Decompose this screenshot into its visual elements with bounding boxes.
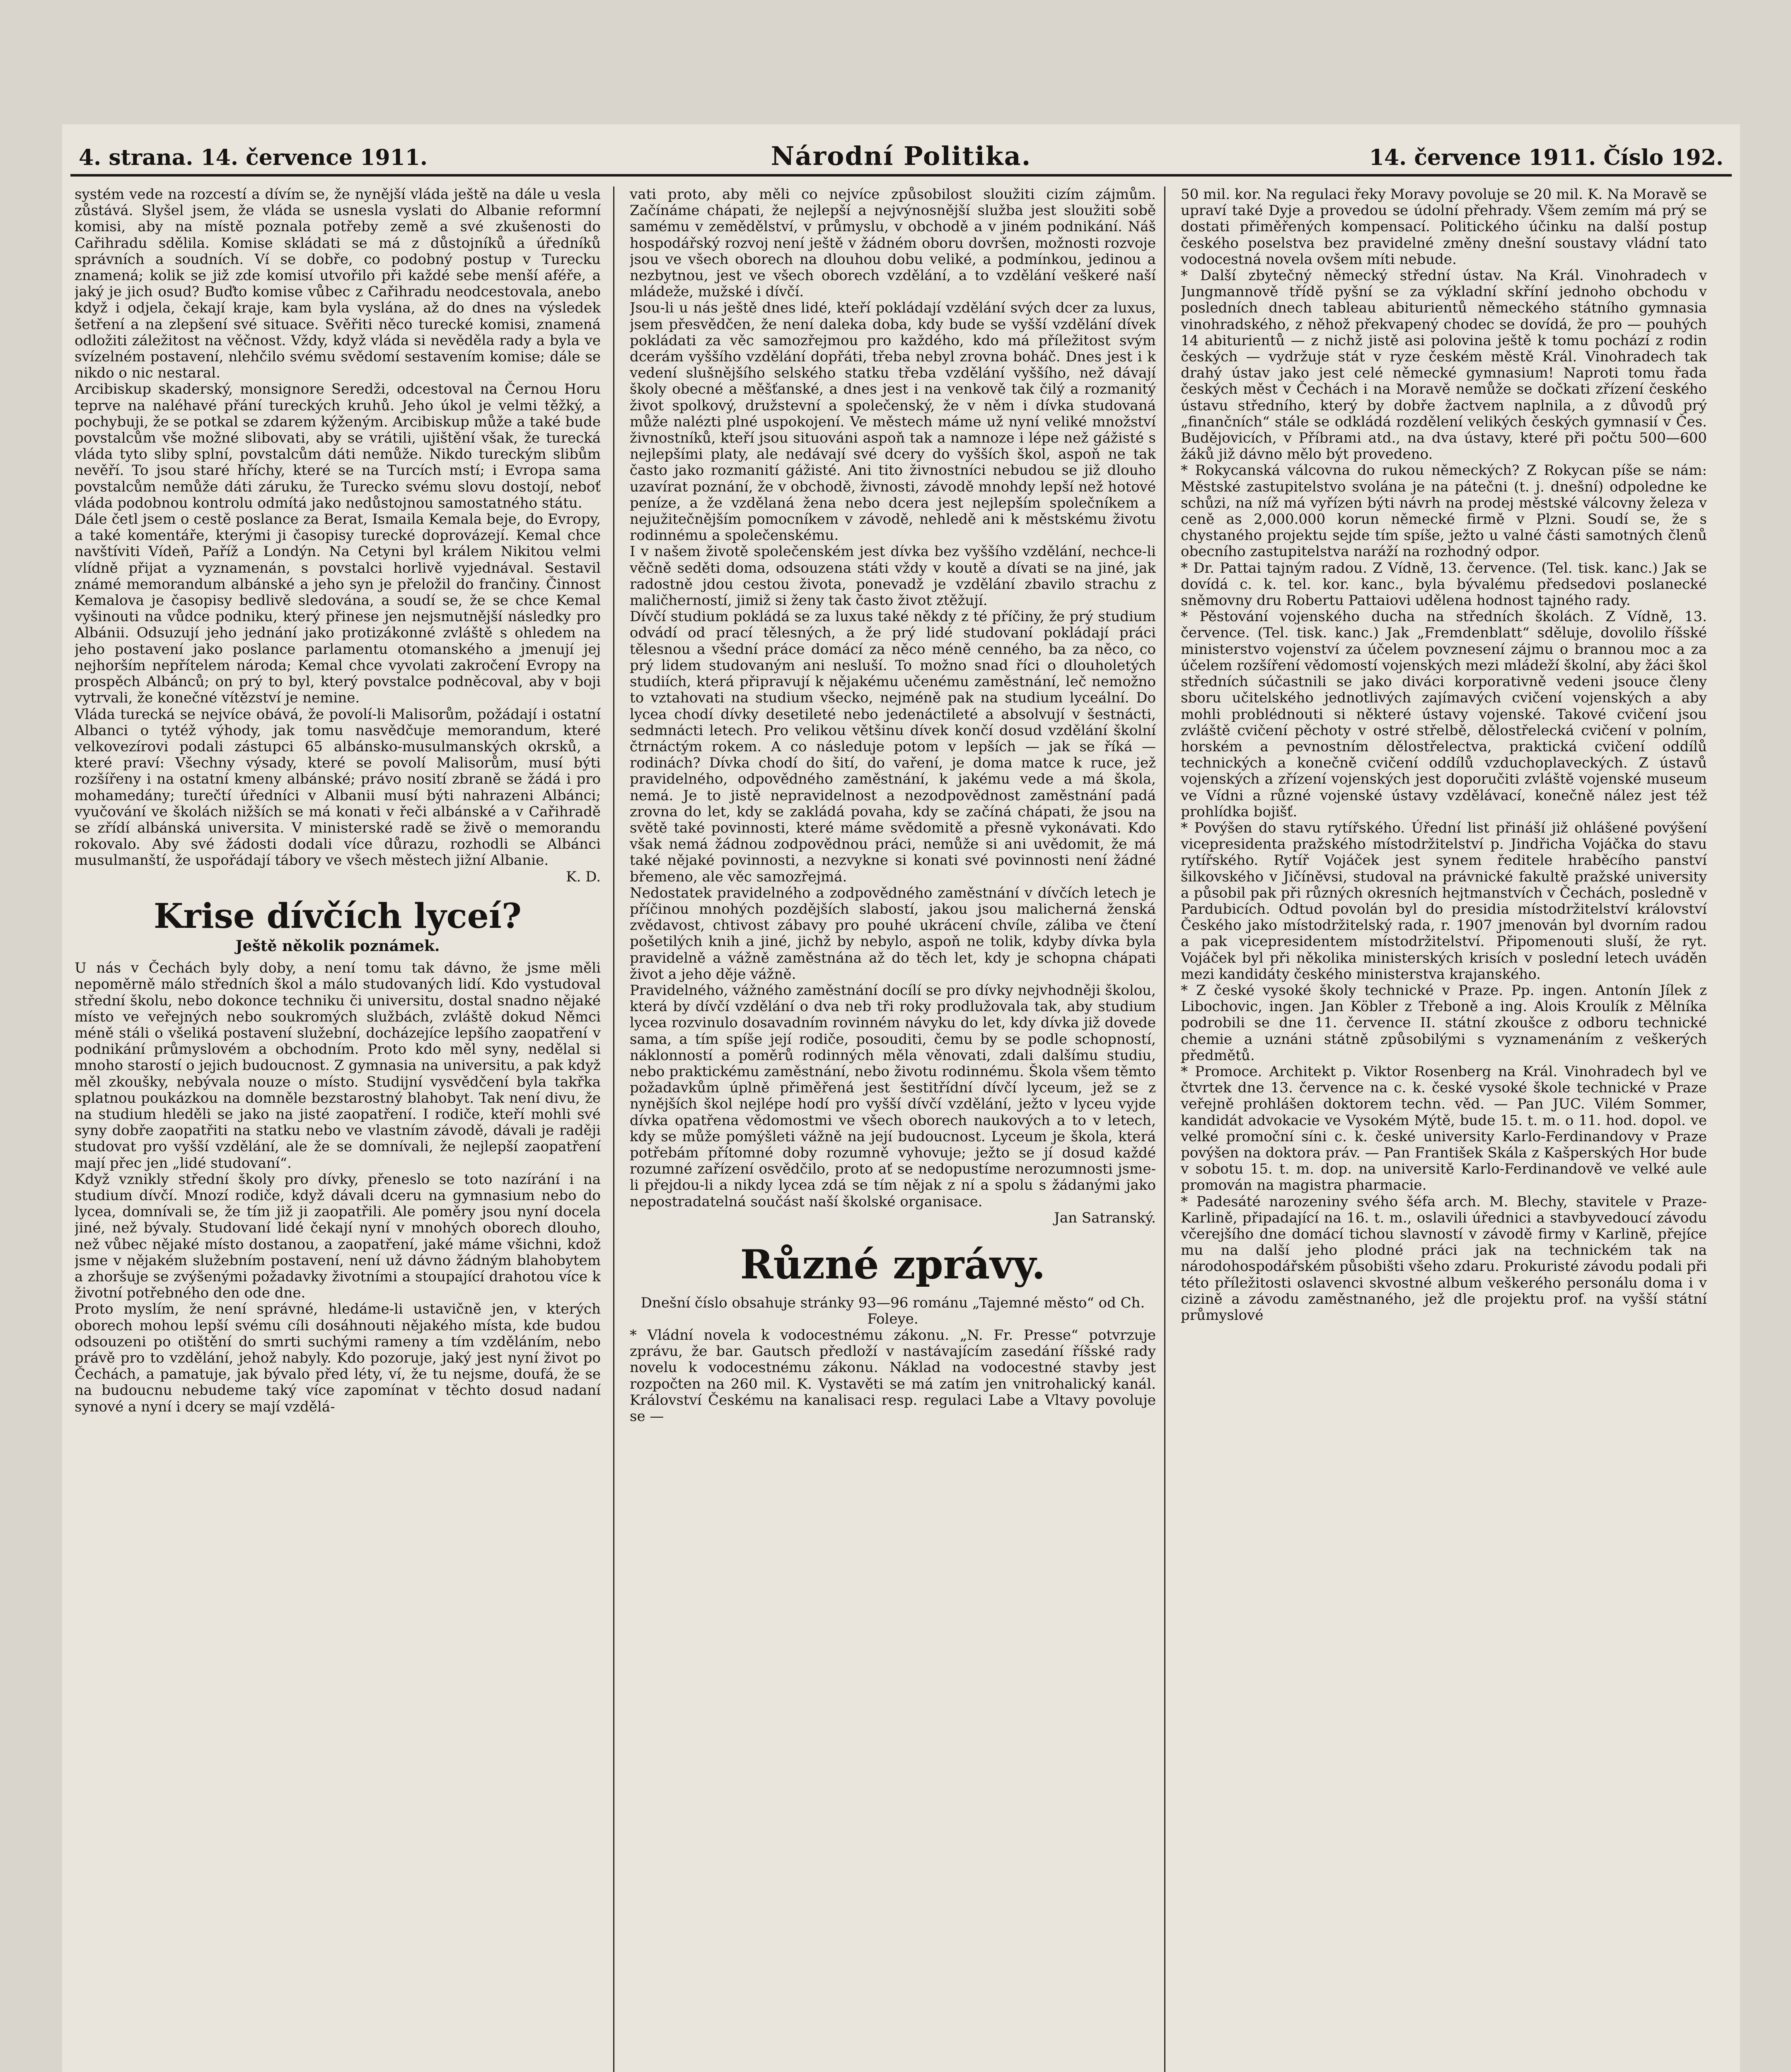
column-3 <box>1181 186 1707 2072</box>
article-title: Krise dívčích lyceí? <box>154 896 522 936</box>
article-paragraph: I v našem životě společenském jest dívka bez vyššího vzdělání, nechce-li věčně seděti doma, odsouzena státi vždy v koutě a dívati se na jiné, jak radostně jdou cestou života, ponevadž je vzdělání zbavilo strachu z maličherností, jimiž si ženy tak často život ztěžují. <box>630 543 1156 609</box>
masthead-title: Národní Politika. <box>771 141 1032 171</box>
news-item: * Dr. Pattai tajným radou. Z Vídně, 13. července. (Tel. tisk. kanc.) Jak se dovídá c. k. tel. kor. kanc., byla bývalému předsedovi poslanecké sněmovny dru Robertu Pattaiovi udělena hodnost tajného rady. <box>1181 559 1707 609</box>
column-1 <box>75 186 601 2072</box>
page-header <box>62 141 1740 178</box>
section-title: Různé zprávy. <box>740 1241 1046 1288</box>
newspaper-page <box>62 124 1740 2072</box>
news-item: * Vládní novela k vodocestnému zákonu. „N. Fr. Presse“ potvrzuje zprávu, že bar. Gautsch předloží v nastávajícím zasedání říšské rady novelu k vodocestnému zákonu. Náklad na vodocestné stavby jest rozpočten na 260 mil. K. Vystavěti se má zatím jen vnitrohalický kanál. Království Českému na kanalisaci resp. regulaci Labe a Vltavy povoluje se — <box>630 1327 1156 1425</box>
news-item: * Promoce. Architekt p. Viktor Rosenberg na Král. Vinohradech byl ve čtvrtek dne 13. července na c. k. české vysoké škole technické v Praze veřejně prohlášen doktorem techn. věd. — Pan JUC. Vilém Sommer, kandidát advokacie ve Vysokém Mýtě, bude 15. t. m. o 11. hod. dopol. ve velké promoční síni c. k. české university Karlo-Ferdinandovy v Praze povýšen na doktora práv. — Pan František Skála z Kašperských Hor bude v sobotu 15. t. m. dop. na universitě Karlo-Ferdinandově ve velké aule promován na magistra pharmacie. <box>1181 1063 1707 1194</box>
article-paragraph: Dívčí studium pokládá se za luxus také někdy z té příčiny, že prý studium odvádí od prací tělesných, a že prý lidé studovaní pokládají práci tělesnou a všední práce domácí za něco méně cenného, ba za něco, co prý lidem studovaným ani nesluší. To možno snad říci o dlouholetých studiích, která připravují k nějakému učenému zaměstnání, leč nemožno to vztahovati na studium všecko, nejméně pak na studium lyceální. Do lycea chodí dívky desetileté nebo jedenáctileté a absolvují v šestnácti, sedmnácti letech. Pro velikou většinu dívek končí dosud vzdělání školní čtrnáctým rokem. A co následuje potom v lepších — jak se říká — rodinách? Dívka chodí do šití, do vaření, je doma matce k ruce, jež pravidelného, odpovědného zaměstnání, k jakému vede a má škola, nemá. Je to jistě nepravidelnost a nezodpovědnost zaměstnání padá zrovna do let, kdy se zakládá povaha, kdy se začíná chápati, že jsou na světě také povinnosti, které máme svědomitě a přesně vykonávati. Kdo však nemá žádnou zodpovědnou práci, nemůže si ani uvědomit, že má také nějaké povinnosti, a nezvykne si konati své povinnosti není žádné břemeno, ale věc samozřejmá. <box>630 608 1156 885</box>
news-item: 50 mil. kor. Na regulaci řeky Moravy povoluje se 20 mil. K. Na Moravě se upraví také Dyje a provedou se údolní přehrady. Všem zemím má prý se dostati přiměřených kompensací. Politického účinku na další postup českého poselstva bez pravidelné změny dnešní soustavy vládní tato vodocestná novela ovšem míti nebude. <box>1181 186 1707 268</box>
news-item: * Z české vysoké školy technické v Praze. Pp. ingen. Antonín Jílek z Libochovic, ingen. Jan Köbler z Třeboně a ing. Alois Kroulík z Mělníka podrobili se dne 11. července II. státní zkoušce z odboru technické chemie a uznáni státně způsobilými s vyznamenáním z veškerých předmětů. <box>1181 982 1707 1064</box>
column-divider <box>613 186 614 2072</box>
article-paragraph: vati proto, aby měli co nejvíce způsobilost sloužiti cizím zájmům. Začínáme chápati, že nejlepší a nejvýnosnější služba jest sloužiti sobě samému v zemědělství, v průmyslu, v obchodě a v jiném podnikání. Náš hospodářský rozvoj není ještě v žádném oboru dovršen, možnosti rozvoje jsou ve všech oborech na dlouhou dobu veliké, a podmínkou, jedinou a nezbytnou, jest ve všech oborech vzdělání, a to vzdělání veškeré naší mládeže, mužské i dívčí. <box>630 186 1156 300</box>
news-item: * Pěstování vojenského ducha na středních školách. Z Vídně, 13. července. (Tel. tisk. kanc.) Jak „Fremdenblatt“ sděluje, dovolilo říšské ministerstvo vojenství za účelem povznesení zájmu o brannou moc a za účelem rozšíření vědomostí vojenských mezi mládeží školní, aby žáci škol středních súčastnili se jako diváci korporativně vedeni jsouce členy sboru učitelského jednotlivých zajímavých cvičení vojenských a aby mohli problédnouti si některé ústavy vojenské. Takové cvičení jsou zvláště cvičení pěchoty v ostré střelbě, dělostřelecká cvičení v polním, horském a pevnostním dělostřelectva, praktická cvičení oddílů technických a konečně cvičení oddílů vzduchoplaveckých. Z ústavů vojenských a zřízení vojenských jest doporučiti zvláště vojenské museum ve Vídni a různé vojenské ústavy vzdělávací, konečně nález jest též prohlídka bojišť. <box>1181 608 1707 820</box>
article-subtitle: Ještě několik poznámek. <box>235 937 440 955</box>
article-paragraph: Jsou-li u nás ještě dnes lidé, kteří pokládají vzdělání svých dcer za luxus, jsem přesvědčen, že není daleka doba, kdy bude se vyšší vzdělání dívek pokládati za věc samozřejmou pro každého, kdo má příležitost svým dcerám vyššího vzdělání dopřáti, třeba nebyl zrovna boháč. Dnes jest i k vedení slušnějšího selského statku třeba vzdělání vyššího, než dávají školy obecné a měšťanské, a dnes jest i na venkově tak čilý a rozmanitý život spolkový, družstevní a společenský, že v něm i dívka studovaná může nalézti plné uspokojení. Ve městech máme už nyní veliké množství živnostníků, kteří jsou situováni aspoň tak a namnoze i lépe než gážisté s nejlepšími platy, ale nedávají své dcery do vyšších škol, aspoň ne tak často jako rozmanití gážisté. Ani tito živnostníci nebudou se již dlouho uzavírat poznání, že v obchodě, živnosti, závodě mnohdy lepší než hotové peníze, a že vzdělaná žena nebo dcera jest nejlepším společníkem a nejužitečnějším pomocníkem v závodě, nehledě ani k městskému životu rodinnému a společenskému. <box>630 300 1156 544</box>
article-paragraph: systém vede na rozcestí a dívím se, že nynější vláda ještě na dále u vesla zůstává. Slyšel jsem, že vláda se usnesla vyslati do Albanie reformní komisi, aby na místě poznala potřeby země a své zkušenosti do Cařihradu sdělila. Komise skládati se má z důstojníků a úředníků správních a soudních. Ví se dobře, co podobný postup v Turecku znamená; kolik se již zde komisí utvořilo při každé sebe menší aféře, a jaký je jich osud? Buďto komise vůbec z Cařihradu neodcestovala, anebo když i odjela, čekají kraje, kam byla vyslána, až do dnes na výsledek šetření a na zlepšení své situace. Svěřiti něco turecké komisi, znamená odložiti záležitost na věčnost. Vždy, když vláda si nevěděla rady a byla ve svízelném postavení, nlehčilo svému svědomí sestavením komise; dále se nikdo o nic nestaral. <box>75 186 601 382</box>
article-paragraph: Vláda turecká se nejvíce obává, že povolí-li Malisorům, požádají i ostatní Albanci o tytéž výhody, jak tomu nasvědčuje memorandum, které velkovezírovi podali zástupci 65 albánsko-musulmanských okrsků, a které praví: Všechny výsady, které se povolí Malisorům, musí býti rozšířeny i na ostatní kmeny albánské; právo nosití zbraně se žádá i pro mohamedány; turečtí úředníci v Albanii musí býti nahrazeni Albánci; vyučování ve školách nižších se má konati v řeči albánské a v Cařihradě se zřídí albánská universita. V ministerské radě se živě o memorandu rokovalo. Aby své žádosti dodali více důrazu, rozhodli se Albánci musulmanští, že uspořádají tábory ve všech městech jižní Albanie. <box>75 706 601 869</box>
header-left: 4. strana. 14. července 1911. <box>79 145 428 170</box>
header-right: 14. července 1911. Číslo 192. <box>1369 145 1723 170</box>
column-divider <box>1164 186 1165 2072</box>
news-item: * Povýšen do stavu rytířského. Úřední list přináší již ohlášené povýšení vicepresidenta pražského místodržitelství p. Jindřicha Vojáčka do stavu rytířského. Rytíř Vojáček jest synem ředitele hraběcího panství šilkovského v Jičíněvsi, studoval na právnické fakultě pražské university a působil pak při různých okresních hejtmanstvích v Čechách, posledně v Pardubicích. Odtud povolán byl do presidia místodržitelství království Českého jako místodržitelský rada, r. 1907 jmenován byl dvorním radou a pak vicepresidentem místodržitelství. Připomenouti sluší, že ryt. Vojáček byl při několika ministerských krisích v poslední letech uváděn mezi kandidáty českého ministerstva krajanského. <box>1181 819 1707 983</box>
news-item: * Další zbytečný německý střední ústav. Na Král. Vinohradech v Jungmannově třídě pyšní se za výkladní skříní jednoho obchodu v posledních dnech tableau abiturientů německého státního gymnasia vinohradského, z něhož překvapený chodec se dovídá, že pro — pouhých 14 abiturientů — z nichž jistě asi polovina ještě k tomu pochází z rodin českých — vydržuje stát v ryze českém městě Král. Vinohradech tak drahý ústav jako jest celé německé gymnasium! Naproti tomu řada českých měst v Čechách i na Moravě nemůže se dočkati zřízení českého ústavu středního, který by dobře žactvem naplnila, a z důvodů prý „finančních“ stále se odkládá rozdělení velikých českých gymnasií v Čes. Budějovicích, v Příbrami atd., na dva ústavy, které při počtu 500—600 žáků již dávno mělo být provedeno. <box>1181 267 1707 463</box>
news-item: * Padesáté narozeniny svého šéfa arch. M. Blechy, stavitele v Praze-Karlině, připadající na 16. t. m., oslavili úřednici a stavbyvedoucí závodu včerejšího dne domácí tichou slavností v závodě firmy v Karlině, přejíce mu na další jeho plodné práci jak na technickém tak na národohospodářském působišti všeho zdaru. Prokuristé závodu podali při této příležitosti oslavenci skvostné album veškerého personálu doma i v cizině a závodu zaměstnaného, jež dle projektu prof. na vyšší státní průmyslové <box>1181 1193 1707 1324</box>
article-paragraph: Arcibiskup skaderský, monsignore Seredži, odcestoval na Černou Horu teprve na naléhavé přání tureckých kruhů. Jeho úkol je velmi těžký, a pochybuji, že se potkal se zdarem kýženým. Arcibiskup může a také bude povstalcům vše možné slibovati, aby se vrátili, ujištění však, že turecká vláda tyto sliby splní, povstalcům dáti nemůže. Nikdo tureckým slibům nevěří. To jsou staré hříchy, které se na Turcích mstí; i Evropa sama povstalcům nemůže dáti záruku, že Turecko svému slovu dostojí, neboť vláda podobnou kontrolu odmítá jako nedůstojnou samostatného státu. <box>75 381 601 511</box>
article-paragraph: Když vznikly střední školy pro dívky, přeneslo se toto nazírání i na studium dívčí. Mnozí rodiče, když dávali dceru na gymnasium nebo do lycea, domnívali se, že tím již ji zaopatřili. Ale poměry jsou nyní docela jiné, než bývaly. Studovaní lidé čekají nyní v mnohých oborech dlouho, než vůbec nějaké místo dostanou, a zaopatření, jaké máme všichni, kdož jsme v nějakém služebním postavení, není už dávno žádným blahobytem a zhoršuje se zvýšenými požadavky životními a stoupající drahotou více k životní potřebného den ode dne. <box>75 1171 601 1302</box>
article-signature: K. D. <box>566 868 601 885</box>
column-2 <box>630 186 1156 2072</box>
article-paragraph: Proto myslím, že není správné, hledáme-li ustavičně jen, v kterých oborech mohou lepší svému cíli dosáhnouti nějakého místa, kde budou odsouzeni po otištění do smrti suchými rameny a tím vzděláním, nebo právě pro to vzdělání, jehož nabyly. Kdo pozoruje, jaký jest nyní život po Čechách, a pamatuje, jak bývalo před léty, ví, že tu nejsme, doufá, že se na budoucnu nebudeme taký více zapomínat v těchto dosud nadaní synové a nyní i dcery se mají vzdělá- <box>75 1301 601 1415</box>
article-paragraph: U nás v Čechách byly doby, a není tomu tak dávno, že jsme měli nepoměrně málo středních škol a málo studovaných lidí. Kdo vystudoval střední školu, nebo dokonce techniku či universitu, dostal snadno nějaké místo ve veřejných nebo soukromých službách, zvláště dokud Němci méně stáli o všeliká postavení služební, docházejíce lepšího zaopatření v podnikání průmyslovém a obchodním. Proto kdo měl syny, nedělal si mnoho starostí o jejich budoucnost. Z gymnasia na universitu, a pak když měl zkoušky, nebývala nouze o místo. Studijní vysvědčení byla takřka splatnou poukázkou na domněle bezstarostný blahobyt. Tak není divu, že na studium hleděli se jako na jisté zaopatření. I rodiče, kteří mohli své syny dobře zaopatřiti na statku nebo ve vlastním závodě, dávali je raději studovat pro vyšší vzdělání, ale že se domnívali, že nejlepší zaopatření mají přec jen „lidé studovaní“. <box>75 960 601 1172</box>
notice-paragraph: Dnešní číslo obsahuje stránky 93—96 románu „Tajemné město“ od Ch. Foleye. <box>641 1294 1145 1327</box>
article-paragraph: Dále četl jsem o cestě poslance za Berat, Ismaila Kemala beje, do Evropy, a také komentáře, kterými ji časopisy turecké doprovázejí. Kemal chce navštíviti Vídeň, Paříž a Londýn. Na Cetyni byl králem Nikitou velmi vlídně přijat a vyznamenán, s povstalci horlivě vyjednával. Sestavil známé memorandum albánské a jeho syn je přeložil do frančiny. Činnost Kemalova je časopisy bedlivě sledována, a soudí se, že se chce Kemal vyšinouti na vůdce podniku, který přinese jen nejsmutnější následky pro Albánii. Odsuzují jeho jednání jako protizákonné zvláště s ohledem na jeho postavení jako poslance parlamentu otomanského a jmenují jej nejhorším nepřítelem národa; Kemal chce vyvolati zakročení Evropy na prospěch Albánců; on prý to byl, který povstalce podněcoval, aby v boji vytrvali, že konečné vítězství je nemine. <box>75 511 601 707</box>
article-paragraph: Pravidelného, vážného zaměstnání docílí se pro dívky nejvhodněji školou, která by dívčí vzdělání o dva neb tři roky prodlužovala tak, aby studium lycea rozvinulo dosavadním rovinném návyku do let, kdy dívka již dovede sama, a tím spíše její rodiče, posouditi, čemu by se podle schopností, náklonností a poměrů rodinných měla věnovati, zdali dalšímu studiu, nebo praktickému zaměstnání, nebo životu rodinnému. Škola všem těmto požadavkům úplně přiměřená jest šestitřídní dívčí lyceum, jež se z nynějších škol nejlépe hodí pro vyšší dívčí vzdělání, ježto v lyceu vyjde dívka opatřena vědomostmi ve všech oborech naukových a to v letech, kdy se může pomýšleti vážně na její budoucnost. Lyceum je škola, která potřebám přítomné doby rozumně vyhovuje; ježto se jí dosud každé rozumné zařízení osvědčilo, proto ať se nedopustíme nerozumnosti jsme-li přejdou-li a nikdy lycea zdá se tím nějak z ní a spolu s žádanými jako nepostradatelná součást naší školské organisace. <box>630 982 1156 1210</box>
article-paragraph: Nedostatek pravidelného a zodpovědného zaměstnání v dívčích letech je příčinou mnohých pozdějších slabostí, jakou jsou malicherná ženská zvědavost, chtivost zábavy pro pouhé ukrácení chvíle, záliba ve čtení pošetilých knih a jiné, jichž by nebylo, aspoň ne tolik, kdyby dívka byla pravidelně a vážně zaměstnána až do těch let, kdy je schopna chápati život a jeho dějе vážně. <box>630 884 1156 983</box>
news-item: * Rokycanská válcovna do rukou německých? Z Rokycan píše se nám: Městské zastupitelstvo svolána je na pátečni (t. j. dnešní) odpoledne ke schůzi, na níž má vyřízen býti návrh na prodej městské válcovny železa v ceně as 2,000.000 korun německé firmě v Plzni. Soudí se, že s chystaného projektu sejde tím spíše, ježto u valné části samotných členů obecního zastupitelstva naráží na rozhodný odpor. <box>1181 462 1707 560</box>
article-signature: Jan Satranský. <box>1054 1209 1156 1226</box>
header-rule <box>70 174 1732 177</box>
